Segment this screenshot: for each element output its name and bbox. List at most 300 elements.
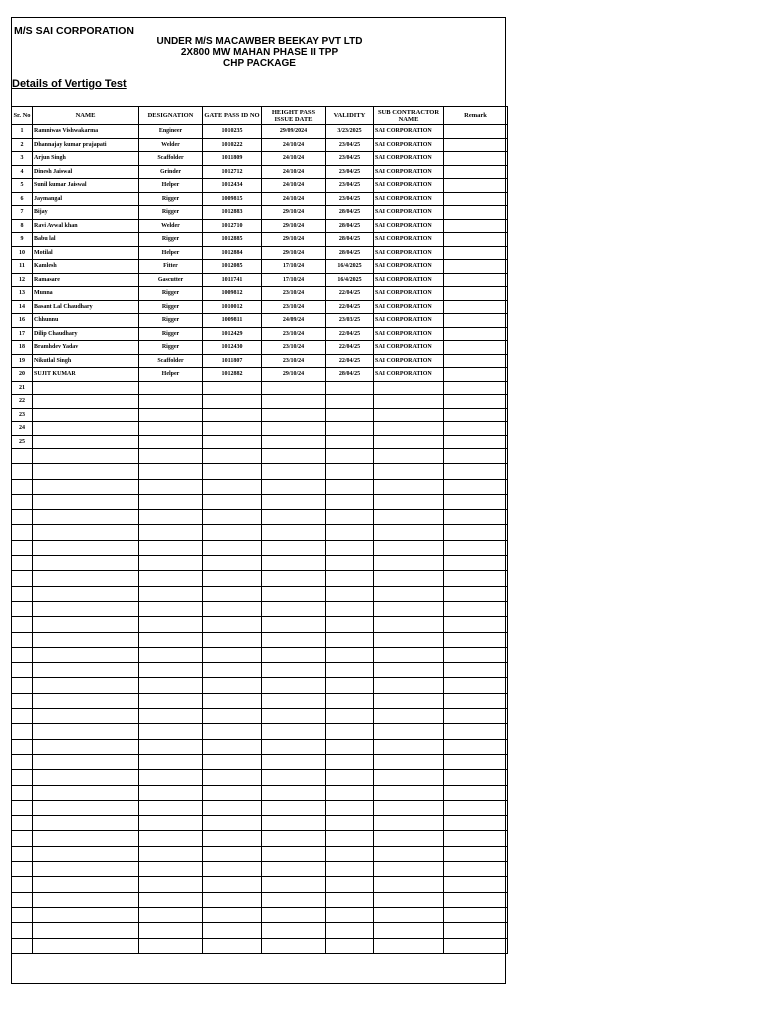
blank-cell <box>33 724 139 739</box>
blank-cell <box>374 571 444 586</box>
blank-cell <box>444 770 508 785</box>
blank-cell <box>262 739 326 754</box>
cell-sub-contractor <box>374 408 444 422</box>
cell-designation: Welder <box>139 219 203 233</box>
table-row <box>12 368 508 382</box>
blank-cell <box>139 540 203 555</box>
blank-cell <box>12 862 33 877</box>
cell-designation: Rigger <box>139 192 203 206</box>
blank-cell <box>374 601 444 616</box>
sheet-subtitle: Details of Vertigo Test <box>12 78 127 90</box>
blank-cell <box>374 678 444 693</box>
blank-cell <box>139 709 203 724</box>
blank-cell <box>326 632 374 647</box>
blank-cell <box>444 449 508 464</box>
blank-cell <box>139 449 203 464</box>
blank-cell <box>12 494 33 509</box>
blank-cell <box>444 785 508 800</box>
blank-cell <box>139 647 203 662</box>
blank-cell <box>33 556 139 571</box>
table-row <box>12 327 508 341</box>
cell-designation: Rigger <box>139 341 203 355</box>
cell-remark <box>444 206 508 220</box>
blank-cell <box>33 709 139 724</box>
blank-cell <box>374 617 444 632</box>
cell-gate-pass: 1012710 <box>203 219 262 233</box>
blank-cell <box>326 816 374 831</box>
blank-cell <box>374 709 444 724</box>
table-row <box>12 354 508 368</box>
blank-cell <box>33 449 139 464</box>
blank-cell <box>139 724 203 739</box>
blank-cell <box>139 846 203 861</box>
cell-issue-date <box>262 408 326 422</box>
blank-cell <box>33 754 139 769</box>
col-header-issue-date: HEIGHT PASS ISSUE DATE <box>262 107 326 125</box>
blank-cell <box>374 785 444 800</box>
cell-designation: Welder <box>139 138 203 152</box>
cell-gate-pass: 1012712 <box>203 165 262 179</box>
cell-sub-contractor: SAI CORPORATION <box>374 152 444 166</box>
blank-cell <box>139 693 203 708</box>
cell-gate-pass: 1011741 <box>203 273 262 287</box>
blank-cell <box>326 494 374 509</box>
cell-sr: 19 <box>12 354 33 368</box>
blank-cell <box>203 525 262 540</box>
cell-sub-contractor: SAI CORPORATION <box>374 341 444 355</box>
blank-cell <box>374 693 444 708</box>
cell-designation <box>139 422 203 436</box>
cell-gate-pass: 1012882 <box>203 368 262 382</box>
blank-cell <box>444 494 508 509</box>
cell-sub-contractor: SAI CORPORATION <box>374 368 444 382</box>
blank-cell <box>33 678 139 693</box>
cell-sr: 10 <box>12 246 33 260</box>
cell-validity: 28/04/25 <box>326 246 374 260</box>
blank-cell <box>12 586 33 601</box>
blank-cell <box>203 938 262 953</box>
blank-cell <box>33 632 139 647</box>
blank-row <box>12 663 508 678</box>
blank-cell <box>374 739 444 754</box>
cell-designation: Grinder <box>139 165 203 179</box>
cell-validity: 22/04/25 <box>326 354 374 368</box>
blank-cell <box>12 907 33 922</box>
cell-name: Arjun Singh <box>33 152 139 166</box>
table-row <box>12 125 508 139</box>
blank-cell <box>326 479 374 494</box>
cell-issue-date: 24/10/24 <box>262 192 326 206</box>
cell-sr: 2 <box>12 138 33 152</box>
blank-cell <box>139 800 203 815</box>
table-row <box>12 192 508 206</box>
cell-remark <box>444 219 508 233</box>
blank-cell <box>203 663 262 678</box>
blank-cell <box>444 831 508 846</box>
blank-row <box>12 479 508 494</box>
blank-row <box>12 693 508 708</box>
cell-issue-date <box>262 422 326 436</box>
col-header-sub-contractor: SUB CONTRACTOR NAME <box>374 107 444 125</box>
blank-cell <box>12 479 33 494</box>
blank-row <box>12 586 508 601</box>
cell-gate-pass: 1012883 <box>203 206 262 220</box>
cell-sub-contractor: SAI CORPORATION <box>374 206 444 220</box>
blank-cell <box>444 678 508 693</box>
blank-cell <box>262 892 326 907</box>
blank-cell <box>444 586 508 601</box>
blank-cell <box>444 663 508 678</box>
cell-gate-pass: 1012430 <box>203 341 262 355</box>
cell-sr: 20 <box>12 368 33 382</box>
blank-cell <box>139 479 203 494</box>
table-row <box>12 341 508 355</box>
blank-cell <box>326 739 374 754</box>
blank-cell <box>203 862 262 877</box>
table-row <box>12 246 508 260</box>
cell-validity: 28/04/25 <box>326 233 374 247</box>
blank-cell <box>33 770 139 785</box>
table-row <box>12 260 508 274</box>
blank-cell <box>139 632 203 647</box>
cell-sr: 23 <box>12 408 33 422</box>
cell-remark <box>444 152 508 166</box>
blank-cell <box>374 525 444 540</box>
blank-row <box>12 877 508 892</box>
blank-cell <box>203 754 262 769</box>
blank-cell <box>139 831 203 846</box>
blank-cell <box>33 525 139 540</box>
blank-row <box>12 449 508 464</box>
cell-name: Dinesh Jaiswal <box>33 165 139 179</box>
blank-cell <box>262 449 326 464</box>
blank-cell <box>374 540 444 555</box>
blank-cell <box>444 739 508 754</box>
blank-cell <box>262 525 326 540</box>
blank-cell <box>33 938 139 953</box>
blank-cell <box>12 617 33 632</box>
cell-gate-pass: 1009811 <box>203 314 262 328</box>
cell-issue-date: 29/10/24 <box>262 233 326 247</box>
cell-sr: 22 <box>12 395 33 409</box>
cell-name: Ravi Avwal khan <box>33 219 139 233</box>
blank-cell <box>444 938 508 953</box>
table-header-row <box>12 107 508 125</box>
blank-cell <box>203 800 262 815</box>
blank-cell <box>12 831 33 846</box>
cell-sub-contractor: SAI CORPORATION <box>374 300 444 314</box>
cell-remark <box>444 273 508 287</box>
blank-cell <box>374 494 444 509</box>
cell-validity <box>326 381 374 395</box>
blank-row <box>12 754 508 769</box>
cell-issue-date: 24/10/24 <box>262 152 326 166</box>
blank-cell <box>262 754 326 769</box>
cell-designation: Rigger <box>139 206 203 220</box>
blank-cell <box>374 907 444 922</box>
blank-cell <box>33 663 139 678</box>
cell-name: Chhunnu <box>33 314 139 328</box>
blank-cell <box>262 494 326 509</box>
cell-gate-pass <box>203 435 262 449</box>
table-row <box>12 287 508 301</box>
blank-cell <box>203 709 262 724</box>
blank-cell <box>444 693 508 708</box>
blank-cell <box>326 647 374 662</box>
blank-cell <box>374 479 444 494</box>
cell-sr: 25 <box>12 435 33 449</box>
blank-cell <box>33 479 139 494</box>
cell-issue-date <box>262 381 326 395</box>
cell-gate-pass: 1011809 <box>203 152 262 166</box>
cell-issue-date: 29/10/24 <box>262 206 326 220</box>
blank-cell <box>374 724 444 739</box>
cell-validity <box>326 422 374 436</box>
cell-sub-contractor: SAI CORPORATION <box>374 125 444 139</box>
table-row <box>12 233 508 247</box>
cell-sr: 8 <box>12 219 33 233</box>
blank-cell <box>374 770 444 785</box>
cell-name: Ramasare <box>33 273 139 287</box>
blank-cell <box>262 464 326 479</box>
cell-designation: Scaffolder <box>139 354 203 368</box>
cell-sr: 7 <box>12 206 33 220</box>
blank-cell <box>139 601 203 616</box>
blank-cell <box>139 739 203 754</box>
blank-cell <box>203 540 262 555</box>
blank-row <box>12 617 508 632</box>
cell-issue-date: 23/10/24 <box>262 287 326 301</box>
blank-cell <box>33 862 139 877</box>
cell-remark <box>444 287 508 301</box>
blank-cell <box>326 938 374 953</box>
blank-cell <box>444 907 508 922</box>
blank-cell <box>203 724 262 739</box>
cell-designation: Helper <box>139 368 203 382</box>
blank-cell <box>444 632 508 647</box>
cell-validity <box>326 408 374 422</box>
blank-cell <box>262 862 326 877</box>
blank-cell <box>12 923 33 938</box>
cell-remark <box>444 300 508 314</box>
blank-cell <box>374 754 444 769</box>
blank-cell <box>12 464 33 479</box>
cell-issue-date: 24/09/24 <box>262 314 326 328</box>
blank-cell <box>33 846 139 861</box>
cell-issue-date: 24/10/24 <box>262 138 326 152</box>
principal-contractor-line: UNDER M/S MACAWBER BEEKAY PVT LTD <box>156 36 363 47</box>
blank-cell <box>12 693 33 708</box>
cell-sr: 17 <box>12 327 33 341</box>
blank-cell <box>12 632 33 647</box>
cell-validity <box>326 435 374 449</box>
blank-cell <box>326 862 374 877</box>
cell-remark <box>444 179 508 193</box>
blank-cell <box>262 632 326 647</box>
blank-row <box>12 464 508 479</box>
cell-remark <box>444 422 508 436</box>
blank-cell <box>12 800 33 815</box>
blank-cell <box>203 770 262 785</box>
cell-validity: 28/04/25 <box>326 219 374 233</box>
cell-sr: 18 <box>12 341 33 355</box>
blank-cell <box>262 586 326 601</box>
blank-cell <box>444 709 508 724</box>
blank-cell <box>139 663 203 678</box>
cell-sub-contractor: SAI CORPORATION <box>374 246 444 260</box>
blank-cell <box>203 907 262 922</box>
cell-name: Nikutlal Singh <box>33 354 139 368</box>
cell-gate-pass: 1012885 <box>203 233 262 247</box>
blank-cell <box>203 556 262 571</box>
blank-cell <box>444 724 508 739</box>
blank-cell <box>374 846 444 861</box>
col-header-sr: Sr. No <box>12 107 33 125</box>
cell-gate-pass: 1010222 <box>203 138 262 152</box>
blank-cell <box>444 647 508 662</box>
cell-name: Jaymangal <box>33 192 139 206</box>
blank-cell <box>444 877 508 892</box>
blank-row <box>12 632 508 647</box>
blank-cell <box>374 449 444 464</box>
cell-remark <box>444 165 508 179</box>
cell-sr: 1 <box>12 125 33 139</box>
cell-issue-date: 23/10/24 <box>262 327 326 341</box>
cell-gate-pass <box>203 381 262 395</box>
cell-designation: Rigger <box>139 300 203 314</box>
cell-sub-contractor: SAI CORPORATION <box>374 287 444 301</box>
blank-cell <box>33 617 139 632</box>
blank-cell <box>139 770 203 785</box>
blank-cell <box>139 892 203 907</box>
col-header-designation: DESIGNATION <box>139 107 203 125</box>
cell-sub-contractor: SAI CORPORATION <box>374 327 444 341</box>
blank-cell <box>262 617 326 632</box>
blank-row <box>12 785 508 800</box>
cell-sr: 6 <box>12 192 33 206</box>
blank-cell <box>374 831 444 846</box>
cell-validity: 16/4/2025 <box>326 273 374 287</box>
blank-cell <box>374 586 444 601</box>
blank-cell <box>444 816 508 831</box>
cell-remark <box>444 368 508 382</box>
blank-row <box>12 938 508 953</box>
cell-issue-date: 29/10/24 <box>262 219 326 233</box>
blank-row <box>12 816 508 831</box>
cell-sub-contractor: SAI CORPORATION <box>374 233 444 247</box>
blank-cell <box>12 938 33 953</box>
blank-cell <box>444 923 508 938</box>
cell-remark <box>444 435 508 449</box>
blank-cell <box>262 938 326 953</box>
cell-validity: 23/04/25 <box>326 138 374 152</box>
blank-cell <box>374 647 444 662</box>
blank-cell <box>262 709 326 724</box>
cell-sub-contractor: SAI CORPORATION <box>374 165 444 179</box>
cell-name: Babu lal <box>33 233 139 247</box>
blank-cell <box>12 877 33 892</box>
blank-cell <box>203 846 262 861</box>
cell-name: Munna <box>33 287 139 301</box>
blank-cell <box>326 540 374 555</box>
cell-gate-pass <box>203 422 262 436</box>
blank-cell <box>262 647 326 662</box>
blank-cell <box>262 785 326 800</box>
blank-cell <box>374 632 444 647</box>
blank-cell <box>262 831 326 846</box>
cell-gate-pass: 1012429 <box>203 327 262 341</box>
cell-designation <box>139 395 203 409</box>
blank-cell <box>139 877 203 892</box>
blank-cell <box>203 693 262 708</box>
cell-gate-pass: 1010235 <box>203 125 262 139</box>
cell-name <box>33 422 139 436</box>
cell-name: Bijay <box>33 206 139 220</box>
cell-name: Bramhdev Yadav <box>33 341 139 355</box>
cell-gate-pass: 1012085 <box>203 260 262 274</box>
cell-validity: 28/04/25 <box>326 206 374 220</box>
blank-row <box>12 846 508 861</box>
blank-cell <box>12 540 33 555</box>
blank-cell <box>33 601 139 616</box>
cell-name <box>33 395 139 409</box>
blank-cell <box>203 479 262 494</box>
blank-row <box>12 862 508 877</box>
blank-cell <box>326 571 374 586</box>
blank-cell <box>326 617 374 632</box>
blank-cell <box>12 892 33 907</box>
blank-cell <box>326 556 374 571</box>
blank-row <box>12 709 508 724</box>
blank-cell <box>326 892 374 907</box>
cell-name <box>33 408 139 422</box>
blank-cell <box>203 601 262 616</box>
cell-validity: 28/04/25 <box>326 368 374 382</box>
blank-cell <box>139 907 203 922</box>
cell-validity: 22/04/25 <box>326 341 374 355</box>
cell-issue-date: 17/10/24 <box>262 273 326 287</box>
blank-cell <box>33 877 139 892</box>
cell-name: Ramniwas Vishwakarma <box>33 125 139 139</box>
vertigo-test-sheet <box>11 17 506 984</box>
blank-cell <box>12 709 33 724</box>
blank-cell <box>139 938 203 953</box>
blank-row <box>12 800 508 815</box>
cell-sr: 13 <box>12 287 33 301</box>
blank-cell <box>374 816 444 831</box>
blank-cell <box>33 785 139 800</box>
blank-cell <box>326 923 374 938</box>
blank-cell <box>444 601 508 616</box>
blank-cell <box>203 571 262 586</box>
blank-cell <box>12 525 33 540</box>
cell-remark <box>444 408 508 422</box>
cell-designation <box>139 381 203 395</box>
blank-cell <box>33 907 139 922</box>
blank-cell <box>326 877 374 892</box>
blank-cell <box>444 479 508 494</box>
package-line: CHP PACKAGE <box>223 58 296 69</box>
company-name: M/S SAI CORPORATION <box>14 25 134 37</box>
blank-cell <box>326 663 374 678</box>
blank-cell <box>203 892 262 907</box>
blank-cell <box>374 464 444 479</box>
cell-issue-date: 29/10/24 <box>262 368 326 382</box>
blank-cell <box>12 816 33 831</box>
cell-gate-pass: 1010012 <box>203 300 262 314</box>
cell-remark <box>444 327 508 341</box>
cell-gate-pass <box>203 395 262 409</box>
